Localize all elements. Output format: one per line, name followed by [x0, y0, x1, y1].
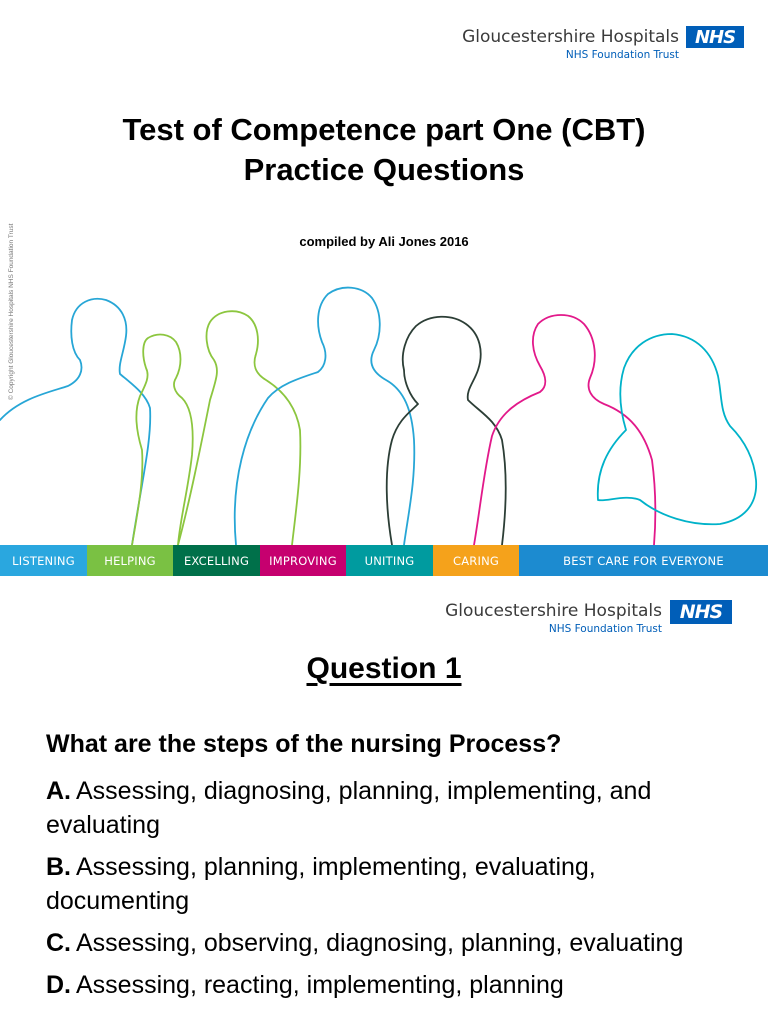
question-text: What are the steps of the nursing Process?	[46, 730, 562, 758]
option-text: Assessing, planning, implementing, evaluating, documenting	[46, 853, 596, 915]
answer-option-c	[46, 926, 736, 960]
compiled-by-text: compiled by Ali Jones 2016	[299, 234, 469, 249]
trust-logo	[462, 26, 744, 61]
option-letter: B.	[46, 853, 71, 881]
trust-subtitle: NHS Foundation Trust	[565, 49, 679, 61]
question-slide	[0, 590, 768, 1024]
answer-options	[46, 774, 736, 1010]
copyright-notice: © Copyright Gloucestershire Hospitals NHS Foundation Trust	[8, 223, 15, 400]
value-improving: IMPROVING	[260, 545, 346, 576]
answer-option-a	[46, 774, 736, 842]
person-outline-6	[474, 315, 655, 545]
slide-title	[0, 110, 768, 190]
trust-name: Gloucestershire Hospitals	[462, 27, 679, 47]
slide-title-line-2: Practice Questions	[243, 152, 525, 187]
option-letter: D.	[46, 971, 71, 999]
question-title: Question 1	[306, 652, 462, 685]
nhs-logo-badge: NHS	[686, 26, 744, 48]
value-listening: LISTENING	[0, 545, 87, 576]
slide-title-line-1: Test of Competence part One (CBT)	[122, 112, 646, 147]
option-letter: A.	[46, 777, 71, 805]
option-text: Assessing, observing, diagnosing, planning, evaluating	[76, 929, 684, 957]
answer-option-b	[46, 850, 736, 918]
nhs-logo-badge: NHS	[670, 600, 732, 624]
person-outline-3	[178, 311, 300, 545]
option-letter: C.	[46, 929, 71, 957]
person-outline-1	[0, 299, 150, 545]
value-best-care: BEST CARE FOR EVERYONE	[519, 545, 768, 576]
value-excelling: EXCELLING	[173, 545, 260, 576]
answer-option-d	[46, 968, 736, 1002]
value-uniting: UNITING	[346, 545, 433, 576]
person-outline-7	[598, 334, 756, 524]
trust-logo	[445, 600, 732, 635]
value-helping: HELPING	[87, 545, 173, 576]
trust-name: Gloucestershire Hospitals	[445, 601, 662, 621]
trust-values-bar	[0, 545, 768, 576]
person-outline-5	[387, 317, 506, 545]
trust-logo-text	[462, 26, 679, 61]
person-outline-2	[132, 335, 193, 545]
slide-divider	[0, 576, 768, 590]
trust-logo-text	[445, 600, 662, 635]
option-text: Assessing, diagnosing, planning, implementing, and evaluating	[46, 777, 652, 839]
option-text: Assessing, reacting, implementing, planning	[76, 971, 564, 999]
trust-subtitle: NHS Foundation Trust	[548, 623, 662, 635]
people-outline-illustration	[0, 280, 768, 545]
value-caring: CARING	[433, 545, 519, 576]
